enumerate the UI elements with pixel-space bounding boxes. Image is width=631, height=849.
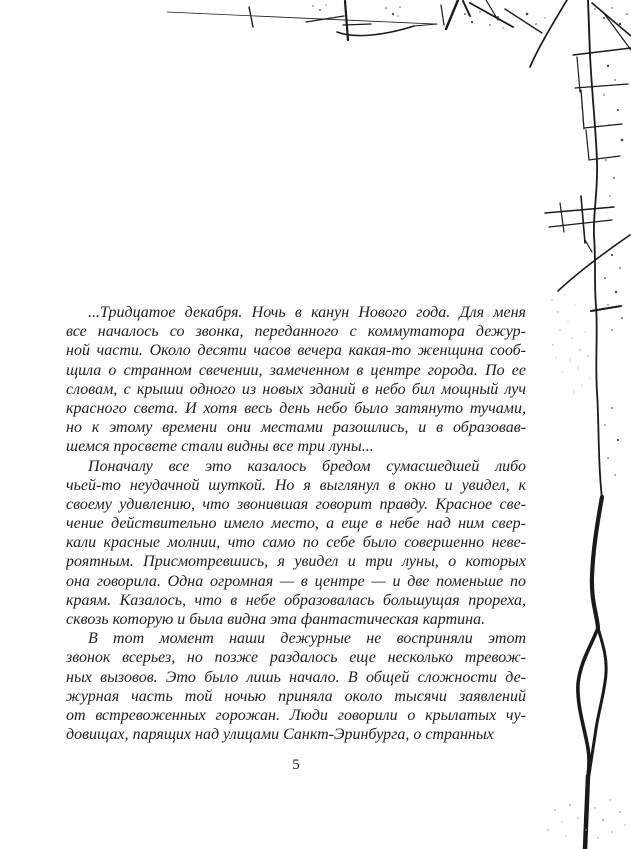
text-line: довищах, парящих над улицами Санкт-Эринбурга, о странных bbox=[66, 726, 494, 744]
text-line: В тот момент наши дежурные не восприняли этот bbox=[88, 630, 526, 648]
text-line: от встревоженных горожан. Люди говорили о крылатых чу- bbox=[66, 706, 526, 724]
text-line: все началось со звонка, переданного с коммутатора дежур- bbox=[66, 323, 526, 341]
text-line: щила о странном свечении, замеченном в центре города. По ее bbox=[66, 361, 526, 379]
text-line: ной части. Около десяти часов вечера какая-то женщина сооб- bbox=[66, 342, 526, 360]
page-number: 5 bbox=[292, 757, 300, 773]
paragraph bbox=[66, 457, 526, 630]
text-line: она говорила. Одна огромная — в центре — и две поменьше по bbox=[66, 572, 526, 590]
text-line: красного света. И хотя весь день небо было затянуто тучами, bbox=[66, 399, 526, 417]
text-line: чьей-то неудачной шуткой. Но я выглянул в окно и увидел, к bbox=[66, 476, 526, 494]
text-line: ных вызовов. Это было лишь начало. В общей сложности де- bbox=[66, 668, 526, 686]
text-line: ...Тридцатое декабря. Ночь в канун Нового года. Для меня bbox=[88, 304, 526, 321]
text-line: звонок всерьез, но позже раздалось еще несколько тревож- bbox=[66, 649, 526, 667]
text-block bbox=[66, 303, 526, 744]
text-line: шемся просвете стали видны все три луны... bbox=[66, 438, 374, 456]
text-line: кали красные молнии, что само по себе было совершенно неве- bbox=[66, 534, 526, 552]
text-line: роятным. Присмотревшись, я увидел и три луны, о которых bbox=[66, 553, 526, 571]
text-line: своему удивлению, что звонившая говорит правду. Красное све- bbox=[66, 495, 526, 513]
text-line: словам, с крыши одного из новых зданий в небо бил мощный луч bbox=[66, 380, 526, 398]
text-line: краям. Казалось, что в небе образовалась большущая прореха, bbox=[66, 591, 526, 609]
paragraph bbox=[66, 303, 526, 457]
text-line: но к этому времени они местами разошлись, и в образовав- bbox=[66, 419, 526, 437]
text-line: журная часть той ночью приняла около тысячи заявлений bbox=[66, 687, 526, 705]
text-line: Поначалу все это казалось бредом сумасшедшей либо bbox=[88, 457, 526, 475]
text-line: чение действительно имело место, а еще в небе над ним свер- bbox=[66, 515, 526, 533]
text-line: сквозь которую и была видна эта фантастическая картина. bbox=[66, 611, 486, 628]
paragraph bbox=[66, 629, 526, 744]
